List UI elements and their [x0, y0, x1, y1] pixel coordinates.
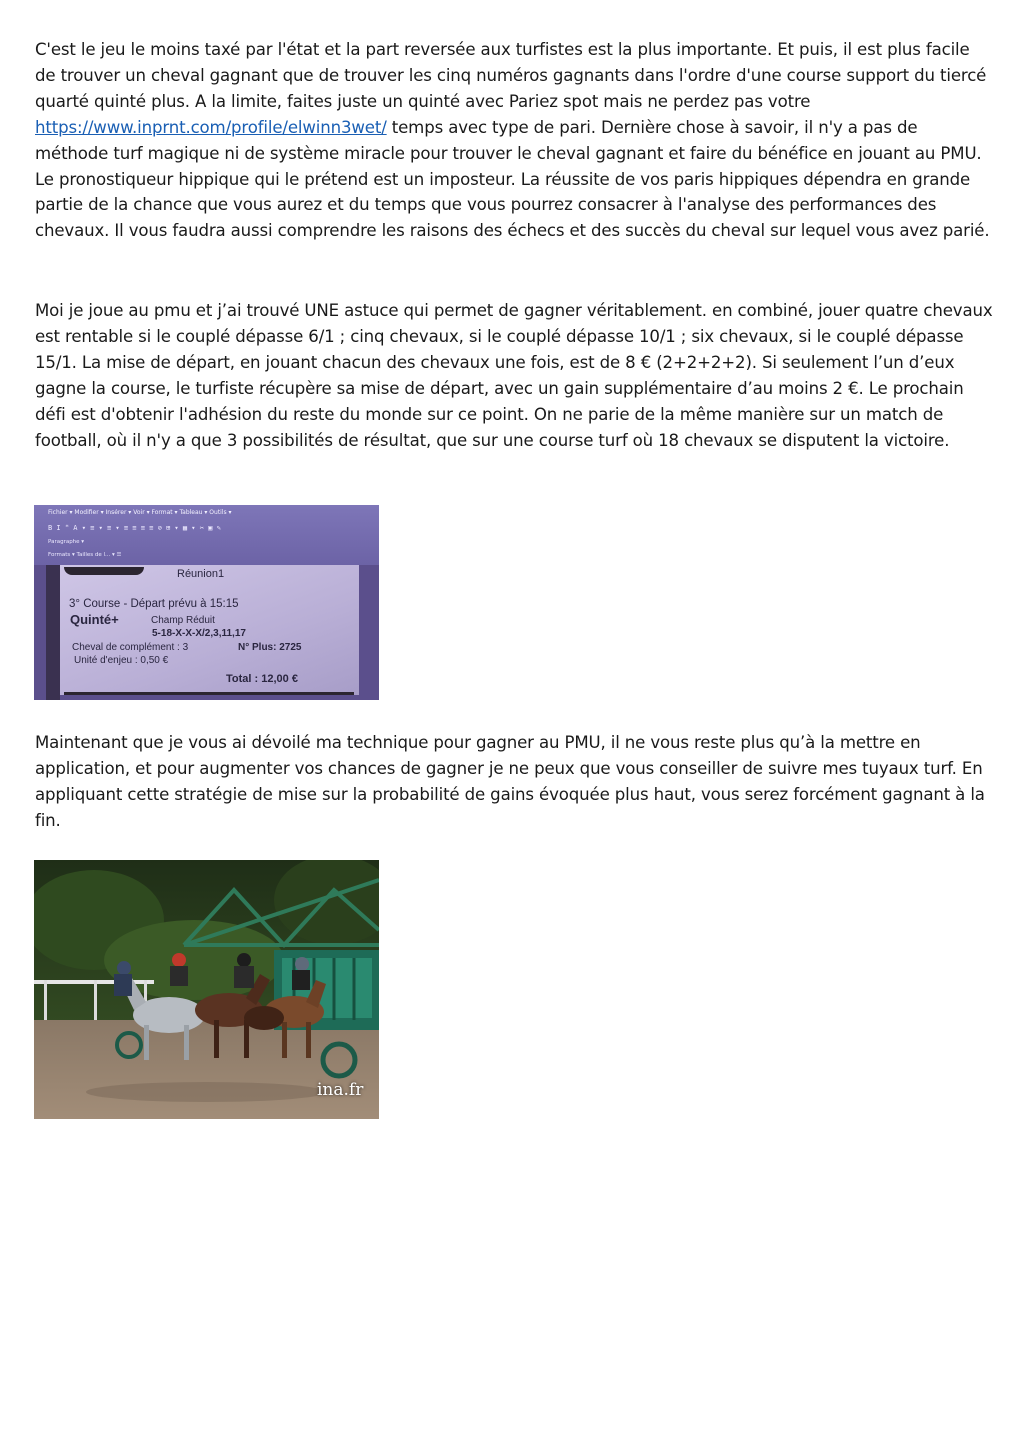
- slip-champ: Champ Réduit: [151, 615, 215, 626]
- slip-header-bar: [64, 567, 144, 575]
- editor-menu-bar: Fichier ▾ Modifier ▾ Insérer ▾ Voir ▾ Format ▾ Tableau ▾ Outils ▾: [48, 509, 232, 516]
- slip-shadow: [46, 565, 60, 700]
- paragraph-intro: [35, 37, 993, 244]
- ina-watermark: ina.fr: [317, 1080, 364, 1100]
- slip-n-plus: N° Plus: 2725: [238, 642, 302, 653]
- slip-bottom-line: [64, 692, 354, 695]
- slip-reunion: Réunion1: [177, 568, 225, 580]
- slip-total: Total : 12,00 €: [226, 673, 298, 685]
- slip-course: 3° Course - Départ prévu à 15:15: [69, 598, 239, 610]
- slip-combination: 5-18-X-X-X/2,3,11,17: [152, 628, 246, 639]
- slip-stake-unit: Unité d'enjeu : 0,50 €: [74, 655, 169, 666]
- editor-format-buttons: B I ❝ A ▾ ≡ ▾ ≡ ▾ ≡ ≡ ≡ ≡ ⊘ ⊞ ▾ ▦ ▾ ✂ ▣ ✎: [48, 524, 221, 532]
- profile-link[interactable]: https://www.inprnt.com/profile/elwinn3wet/: [35, 117, 387, 137]
- formats-dropdown: Formats ▾ Tailles de l... ▾ ☰: [48, 552, 122, 558]
- paragraph-intro-text-start: C'est le jeu le moins taxé par l'état et la part reversée aux turfistes est la plus importante. Et puis, il est plus facile de trouver un cheval gagnant que de trouver les cinq numéros gagnants dans l'ordre d'une course support du tiercé quarté quinté plus. A la limite, faites juste un quinté avec Pariez spot mais ne perdez pas votre: [35, 40, 987, 111]
- betting-slip-image: [34, 505, 379, 700]
- paragraph-dropdown: Paragraphe ▾: [48, 539, 85, 545]
- slip-bet-type: Quinté+: [70, 612, 119, 627]
- slip-complement-horse: Cheval de complément : 3: [72, 642, 189, 653]
- paragraph-intro-text-end: temps avec type de pari. Dernière chose à savoir, il n'y a pas de méthode turf magique ni de système miracle pour trouver le cheval gagnant et faire du bénéfice en jouant au PMU. Le pronostiqueur hippique qui le prétend est un imposteur. La réussite de vos paris hippiques dépendra en grande partie de la chance que vous aurez et du temps que vous pourrez consacrer à l'analyse des performances des chevaux. Il vous faudra aussi comprendre les raisons des échecs et des succès du cheval sur lequel vous avez parié.: [35, 117, 990, 241]
- horse-race-photo: [34, 860, 379, 1119]
- paragraph-strategy: Moi je joue au pmu et j’ai trouvé UNE astuce qui permet de gagner véritablement. en combiné, jouer quatre chevaux est rentable si le couplé dépasse 6/1 ; cinq chevaux, si le couplé dépasse 10/1 ; six chevaux, si le couplé dépasse 15/1. La mise de départ, en jouant chacun des chevaux une fois, est de 8 € (2+2+2+2). Si seulement l’un d’eux gagne la course, le turfiste récupère sa mise de départ, avec un gain supplémentaire d’au moins 2 €. Le prochain défi est d'obtenir l'adhésion du reste du monde sur ce point. On ne parie de la même manière sur un match de football, où il n'y a que 3 possibilités de résultat, que sur une course turf où 18 chevaux se disputent la victoire.: [35, 301, 993, 450]
- paragraph-conclusion: Maintenant que je vous ai dévoilé ma technique pour gagner au PMU, il ne vous reste plus qu’à la mettre en application, et pour augmenter vos chances de gagner je ne peux que vous conseiller de suivre mes tuyaux turf. En appliquant cette stratégie de mise sur la probabilité de gains évoquée plus haut, vous serez forcément gagnant à la fin.: [35, 733, 985, 830]
